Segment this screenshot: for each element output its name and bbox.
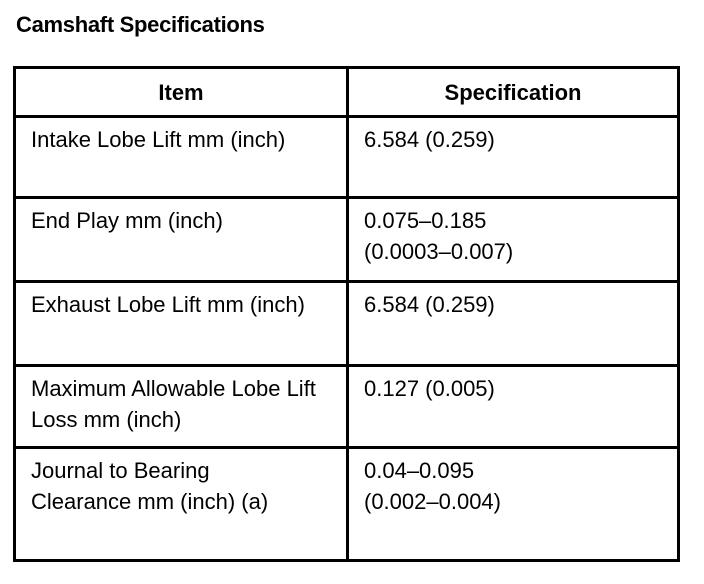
table-header-row (15, 68, 679, 117)
column-header-item: Item (15, 68, 348, 117)
column-header-specification: Specification (348, 68, 679, 117)
specification-value: 6.584 (0.259) (364, 127, 495, 152)
specification-value: 0.127 (0.005) (364, 376, 495, 401)
camshaft-spec-table (13, 66, 680, 562)
specification-value: 0.04–0.095 (0.002–0.004) (364, 458, 501, 514)
specification-cell (348, 282, 679, 366)
item-label: Intake Lobe Lift mm (inch) (31, 127, 286, 152)
specification-value: 6.584 (0.259) (364, 292, 495, 317)
item-cell (15, 117, 348, 198)
specification-cell (348, 117, 679, 198)
item-label: Maximum Allowable Lobe Lift Loss mm (inch) (31, 376, 316, 432)
table-row (15, 282, 679, 366)
specification-value: 0.075–0.185 (0.0003–0.007) (364, 208, 514, 264)
item-cell (15, 198, 348, 282)
page-title: Camshaft Specifications (16, 12, 265, 37)
specification-cell (348, 448, 679, 561)
item-label: End Play mm (inch) (31, 208, 223, 233)
item-cell (15, 448, 348, 561)
table-row (15, 117, 679, 198)
item-label: Journal to Bearing Clearance mm (inch) (a) (31, 458, 269, 514)
item-cell (15, 282, 348, 366)
table-row (15, 448, 679, 561)
specification-cell (348, 198, 679, 282)
table-row (15, 366, 679, 448)
table-row (15, 198, 679, 282)
item-label: Exhaust Lobe Lift mm (inch) (31, 292, 305, 317)
specification-cell (348, 366, 679, 448)
item-cell (15, 366, 348, 448)
